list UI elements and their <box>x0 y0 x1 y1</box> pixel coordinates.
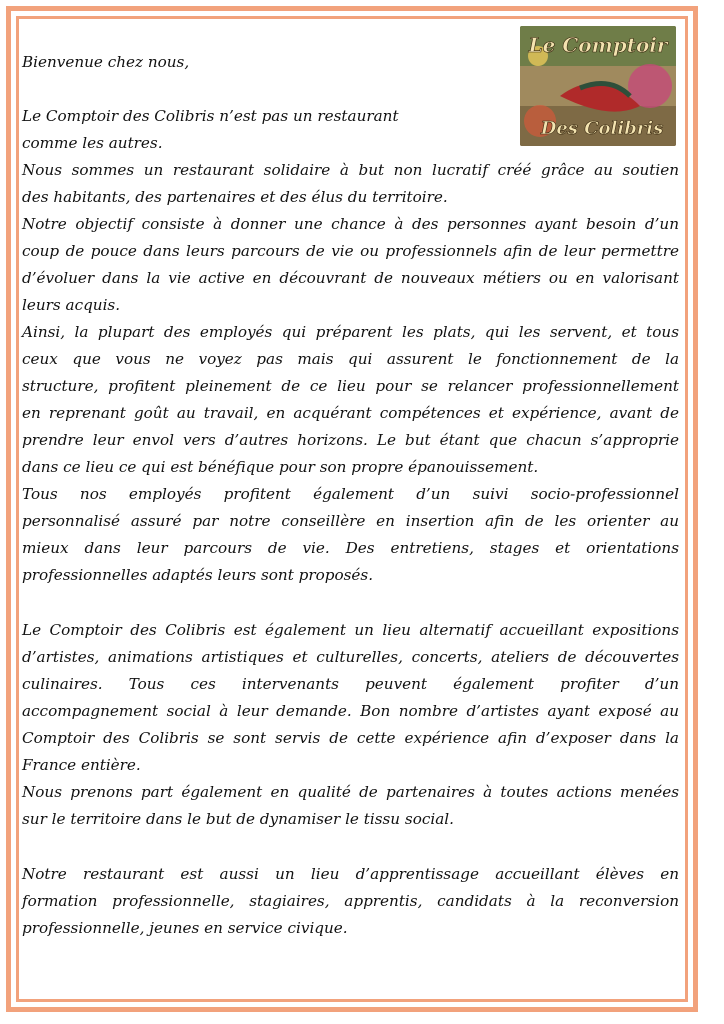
paragraph-line: comme les autres. <box>22 134 163 152</box>
paragraph-line: France entière. <box>22 756 141 774</box>
paragraph-line: dans ce lieu ce qui est bénéfique pour son propre épanouissement. <box>22 458 539 476</box>
paragraph-line: Nous sommes un restaurant solidaire à but non lucratif créé grâce au soutien <box>22 161 679 179</box>
paragraph-line: ceux que vous ne voyez pas mais qui assurent le fonctionnement de la <box>22 350 679 368</box>
paragraph-line: mieux dans leur parcours de vie. Des entretiens, stages et orientations <box>22 539 679 557</box>
paragraph-line: Nous prenons part également en qualité de partenaires à toutes actions menées <box>22 783 679 801</box>
paragraph-line: Notre objectif consiste à donner une chance à des personnes ayant besoin d’un <box>22 215 679 233</box>
paragraph-line: personnalisé assuré par notre conseillère en insertion afin de les orienter au <box>22 512 679 530</box>
paragraph-line: d’évoluer dans la vie active en découvrant de nouveaux métiers ou en valorisant <box>22 269 679 287</box>
paragraph-line: formation professionnelle, stagiaires, apprentis, candidats à la reconversion <box>22 892 679 910</box>
paragraph-line: professionnelle, jeunes en service civique. <box>22 919 348 937</box>
paragraph-line: Le Comptoir des Colibris n’est pas un restaurant <box>22 107 399 125</box>
paragraph-line: en reprenant goût au travail, en acquérant compétences et expérience, avant de <box>22 404 679 422</box>
paragraph-line: Tous nos employés profitent également d’un suivi socio-professionnel <box>22 485 679 503</box>
paragraph-line: Notre restaurant est aussi un lieu d’apprentissage accueillant élèves en <box>22 865 679 883</box>
paragraph-line: culinaires. Tous ces intervenants peuvent également profiter d’un <box>22 675 679 693</box>
logo-title-top: Le Comptoir <box>528 33 668 57</box>
paragraph-line: structure, profitent pleinement de ce lieu pour se relancer professionnellement <box>22 377 679 395</box>
paragraph-line: des habitants, des partenaires et des élus du territoire. <box>22 188 448 206</box>
paragraph-line: coup de pouce dans leurs parcours de vie ou professionnels afin de leur permettre <box>22 242 679 260</box>
paragraph-line: prendre leur envol vers d’autres horizons. Le but étant que chacun s’approprie <box>22 431 679 449</box>
paragraph-line: accompagnement social à leur demande. Bon nombre d’artistes ayant exposé au <box>22 702 679 720</box>
paragraph-line: leurs acquis. <box>22 296 121 314</box>
paragraph-line: d’artistes, animations artistiques et culturelles, concerts, ateliers de découvertes <box>22 648 679 666</box>
paragraph-line: Le Comptoir des Colibris est également un lieu alternatif accueillant expositions <box>22 621 679 639</box>
paragraph-line: Ainsi, la plupart des employés qui préparent les plats, qui les servent, et tous <box>22 323 679 341</box>
logo-title-bottom: Des Colibris <box>540 118 664 139</box>
greeting: Bienvenue chez nous, <box>22 53 190 71</box>
comptoir-des-colibris-logo <box>520 26 676 146</box>
paragraph-line: professionnelles adaptés leurs sont proposés. <box>22 566 374 584</box>
paragraph-line: sur le territoire dans le but de dynamiser le tissu social. <box>22 810 454 828</box>
paragraph-line: Comptoir des Colibris se sont servis de cette expérience afin d’exposer dans la <box>22 729 679 747</box>
